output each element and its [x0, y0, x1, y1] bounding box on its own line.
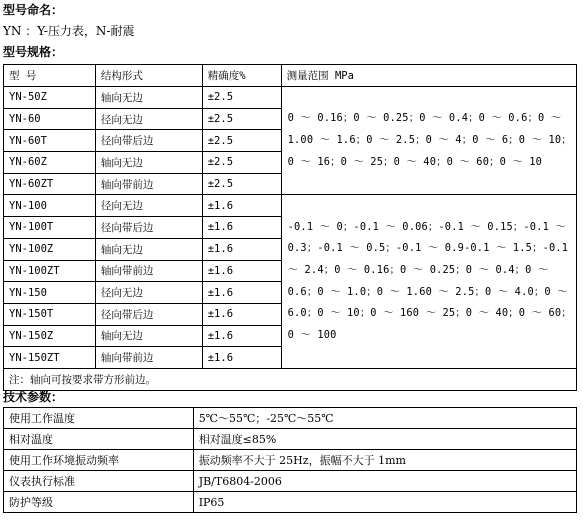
- spec-note: 注：轴向可按要求带方形前边。: [4, 368, 577, 390]
- tech-row: [4, 429, 577, 450]
- spec-table: [3, 64, 577, 391]
- spec-model-cell: YN-100: [4, 195, 96, 217]
- tech-table-body: [4, 408, 577, 513]
- spec-structure-cell: 径向无边: [95, 108, 202, 130]
- spec-model-cell: YN-150T: [4, 303, 96, 325]
- tech-row: [4, 450, 577, 471]
- spec-model-cell: YN-150ZT: [4, 347, 96, 369]
- spec-model-cell: YN-100T: [4, 217, 96, 239]
- tech-value: 5℃～55℃；-25℃～55℃: [193, 408, 576, 429]
- tech-value: IP65: [193, 492, 576, 513]
- spec-accuracy-cell: ±1.6: [202, 195, 281, 217]
- spec-accuracy-cell: ±1.6: [202, 238, 281, 260]
- range-group-2: -0.1 ～ 0；-0.1 ～ 0.06；-0.1 ～ 0.15；-0.1 ～ 0.3；-0.1 ～ 0.5；-0.1 ～ 0.9-0.1 ～ 1.5；-0.1 ～ 2.4；0 ～ 0.16；0 ～ 0.25；0 ～ 0.4；0 ～ 0.6；0 ～ 1.0；0 ～ 1.60 ～ 2.5；0 ～ 4.0；0 ～ 6.0；0 ～ 10；0 ～ 160 ～ 25；0 ～ 40；0 ～ 60；0 ～ 100: [281, 195, 576, 369]
- spec-accuracy-cell: ±2.5: [202, 130, 281, 152]
- spec-structure-cell: 径向带后边: [95, 303, 202, 325]
- tech-row: [4, 408, 577, 429]
- range-group-1: 0 ～ 0.16；0 ～ 0.25；0 ～ 0.4；0 ～ 0.6；0 ～ 1.00 ～ 1.6；0 ～ 2.5；0 ～ 4；0 ～ 6；0 ～ 10； 0 ～ 16；0 ～ 25；0 ～ 40；0 ～ 60；0 ～ 10: [281, 87, 576, 195]
- spec-structure-cell: 轴向带前边: [95, 347, 202, 369]
- spec-model-cell: YN-60Z: [4, 152, 96, 174]
- spec-model-cell: YN-100Z: [4, 238, 96, 260]
- spec-structure-cell: 轴向无边: [95, 152, 202, 174]
- tech-value: 振动频率不大于 25Hz，振幅不大于 1mm: [193, 450, 576, 471]
- spec-structure-cell: 径向无边: [95, 195, 202, 217]
- tech-heading: 技术参数：: [3, 390, 64, 404]
- tech-label: 防护等级: [4, 492, 194, 513]
- tech-row: [4, 492, 577, 513]
- spec-accuracy-cell: ±2.5: [202, 108, 281, 130]
- tech-label: 使用工作温度: [4, 408, 194, 429]
- spec-model-cell: YN-50Z: [4, 87, 96, 109]
- spec-note-row: [4, 368, 577, 390]
- spec-structure-cell: 轴向带前边: [95, 260, 202, 282]
- tech-row: [4, 471, 577, 492]
- header-range: 测量范围 MPa: [281, 65, 576, 87]
- spec-accuracy-cell: ±1.6: [202, 260, 281, 282]
- tech-label: 使用工作环境振动频率: [4, 450, 194, 471]
- spec-model-cell: YN-60T: [4, 130, 96, 152]
- tech-value: JB/T6804-2006: [193, 471, 576, 492]
- spec-accuracy-cell: ±1.6: [202, 303, 281, 325]
- tech-value: 相对温度≤85%: [193, 429, 576, 450]
- spec-structure-cell: 轴向带前边: [95, 173, 202, 195]
- spec-model-cell: YN-150Z: [4, 325, 96, 347]
- spec-table-body: [4, 65, 577, 391]
- spec-structure-cell: 径向带后边: [95, 130, 202, 152]
- naming-text: YN ：Y-压力表，N-耐震: [3, 24, 135, 38]
- spec-model-cell: YN-60: [4, 108, 96, 130]
- spec-structure-cell: 径向无边: [95, 282, 202, 304]
- spec-model-cell: YN-60ZT: [4, 173, 96, 195]
- spec-accuracy-cell: ±2.5: [202, 152, 281, 174]
- spec-structure-cell: 径向带后边: [95, 217, 202, 239]
- header-accuracy: 精确度%: [202, 65, 281, 87]
- spec-accuracy-cell: ±2.5: [202, 173, 281, 195]
- naming-heading: 型号命名：: [3, 3, 64, 17]
- spec-structure-cell: 轴向无边: [95, 87, 202, 109]
- header-structure: 结构形式: [95, 65, 202, 87]
- spec-accuracy-cell: ±2.5: [202, 87, 281, 109]
- header-model: 型 号: [4, 65, 96, 87]
- spec-accuracy-cell: ±1.6: [202, 347, 281, 369]
- specs-heading: 型号规格：: [3, 45, 64, 59]
- spec-row: [4, 195, 577, 217]
- tech-label: 仪表执行标准: [4, 471, 194, 492]
- tech-table: [3, 407, 577, 513]
- tech-label: 相对温度: [4, 429, 194, 450]
- spec-accuracy-cell: ±1.6: [202, 325, 281, 347]
- spec-structure-cell: 轴向无边: [95, 325, 202, 347]
- spec-row: [4, 87, 577, 109]
- spec-model-cell: YN-100ZT: [4, 260, 96, 282]
- spec-header-row: [4, 65, 577, 87]
- spec-accuracy-cell: ±1.6: [202, 282, 281, 304]
- spec-accuracy-cell: ±1.6: [202, 217, 281, 239]
- spec-model-cell: YN-150: [4, 282, 96, 304]
- spec-structure-cell: 轴向无边: [95, 238, 202, 260]
